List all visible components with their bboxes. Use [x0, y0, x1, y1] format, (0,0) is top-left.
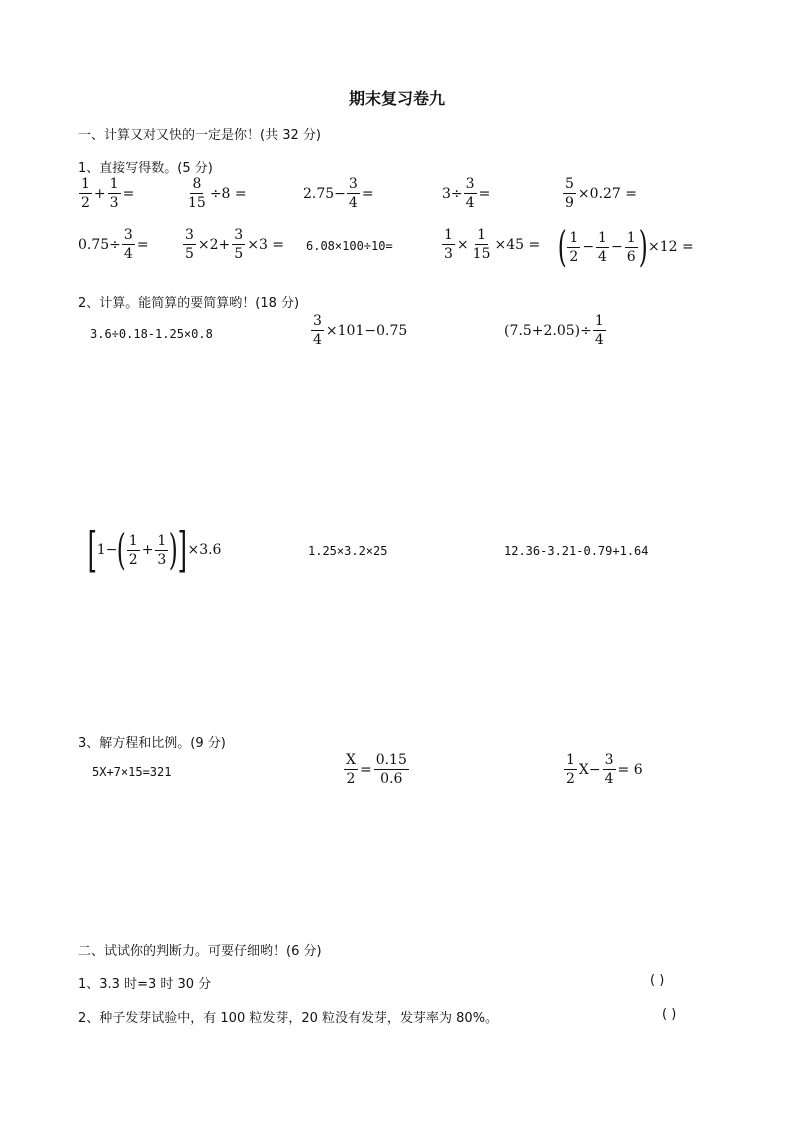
- fraction: $\frac{1}{4}$: [598, 229, 607, 265]
- fraction: $\frac{3}{4}$: [123, 227, 133, 262]
- expr-1-2: $\frac{8}{15}$ ÷8 =: [188, 176, 247, 211]
- answer-paren-2[interactable]: ( ): [662, 1007, 677, 1022]
- calc-2-4: [ 1− ( $\frac{1}{2}$ + $\frac{1}{3}$ ) ] ×3.6: [87, 522, 222, 578]
- part-2-heading: 2、计算。能简算的要简算哟！(18 分): [78, 296, 300, 311]
- calc-2-2: $\frac{3}{4}$ ×101−0.75: [313, 313, 408, 348]
- equation-3: $\frac{1}{2}$ X− $\frac{3}{4}$ = 6: [566, 752, 643, 787]
- fraction: $\frac{3}{5}$: [234, 227, 244, 262]
- equation-1: 5X+7×15=321: [92, 765, 172, 779]
- fraction: $\frac{1}{15}$: [472, 227, 491, 262]
- expr-1-10: ( $\frac{1}{2}$ − $\frac{1}{4}$ − $\frac{1}{6}$ ) ×12 =: [557, 222, 694, 271]
- equation-2: $\frac{X}{2}$ = $\frac{0.15}{0.6}$: [346, 752, 407, 787]
- fraction: $\frac{1}{4}$: [594, 313, 604, 348]
- fraction: $\frac{3}{4}$: [604, 752, 614, 787]
- fraction: $\frac{3}{5}$: [185, 227, 194, 262]
- fraction: $\frac{1}{2}$: [128, 532, 138, 568]
- fraction: $\frac{1}{3}$: [157, 532, 167, 568]
- expr-1-9: $\frac{1}{3}$ × $\frac{1}{15}$ ×45 =: [444, 227, 541, 262]
- calc-2-6: 12.36-3.21-0.79+1.64: [504, 544, 649, 558]
- fraction: $\frac{8}{15}$: [188, 176, 206, 211]
- calc-2-5: 1.25×3.2×25: [308, 544, 388, 558]
- fraction: $\frac{X}{2}$: [346, 752, 356, 787]
- fraction: $\frac{1}{2}$: [566, 752, 575, 787]
- part-3-heading: 3、解方程和比例。(9 分): [78, 736, 226, 751]
- fraction: $\frac{1}{3}$: [109, 176, 119, 211]
- part-1-heading: 1、直接写得数。(5 分): [78, 161, 213, 176]
- expr-1-4: 3÷ $\frac{3}{4}$ =: [442, 176, 491, 211]
- calc-2-1: 3.6÷0.18-1.25×0.8: [90, 327, 213, 341]
- expr-1-8: 6.08×100÷10=: [306, 239, 393, 253]
- expr-1-5: $\frac{5}{9}$ ×0.27 =: [565, 176, 638, 211]
- judge-item-1: 1、3.3 时=3 时 30 分: [78, 977, 212, 992]
- judge-item-2: 2、种子发芽试验中，有 100 粒发芽，20 粒没有发芽，发芽率为 80%。: [78, 1011, 499, 1026]
- expr-1-3: 2.75− $\frac{3}{4}$ =: [303, 176, 374, 211]
- fraction: $\frac{1}{2}$: [81, 176, 90, 211]
- expr-1-1: $\frac{1}{2}$ + $\frac{1}{3}$ =: [81, 176, 135, 211]
- fraction: $\frac{3}{4}$: [313, 313, 322, 348]
- fraction: $\frac{1}{6}$: [626, 229, 636, 265]
- answer-paren-1[interactable]: ( ): [650, 973, 665, 988]
- expr-1-6: 0.75÷ $\frac{3}{4}$ =: [78, 227, 149, 262]
- fraction: $\frac{0.15}{0.6}$: [375, 752, 407, 787]
- section-1-heading: 一、计算又对又快的一定是你！(共 32 分): [78, 128, 321, 143]
- fraction: $\frac{1}{3}$: [444, 227, 453, 262]
- fraction: $\frac{3}{4}$: [465, 176, 475, 211]
- fraction: $\frac{3}{4}$: [348, 176, 358, 211]
- fraction: $\frac{5}{9}$: [565, 176, 574, 211]
- calc-2-3: (7.5+2.05)÷ $\frac{1}{4}$: [504, 313, 604, 348]
- fraction: $\frac{1}{2}$: [569, 229, 579, 265]
- expr-1-7: $\frac{3}{5}$ ×2+ $\frac{3}{5}$ ×3 =: [185, 227, 285, 262]
- page-title: 期末复习卷九: [348, 89, 445, 108]
- section-2-heading: 二、试试你的判断力。可要仔细哟！(6 分): [78, 944, 322, 959]
